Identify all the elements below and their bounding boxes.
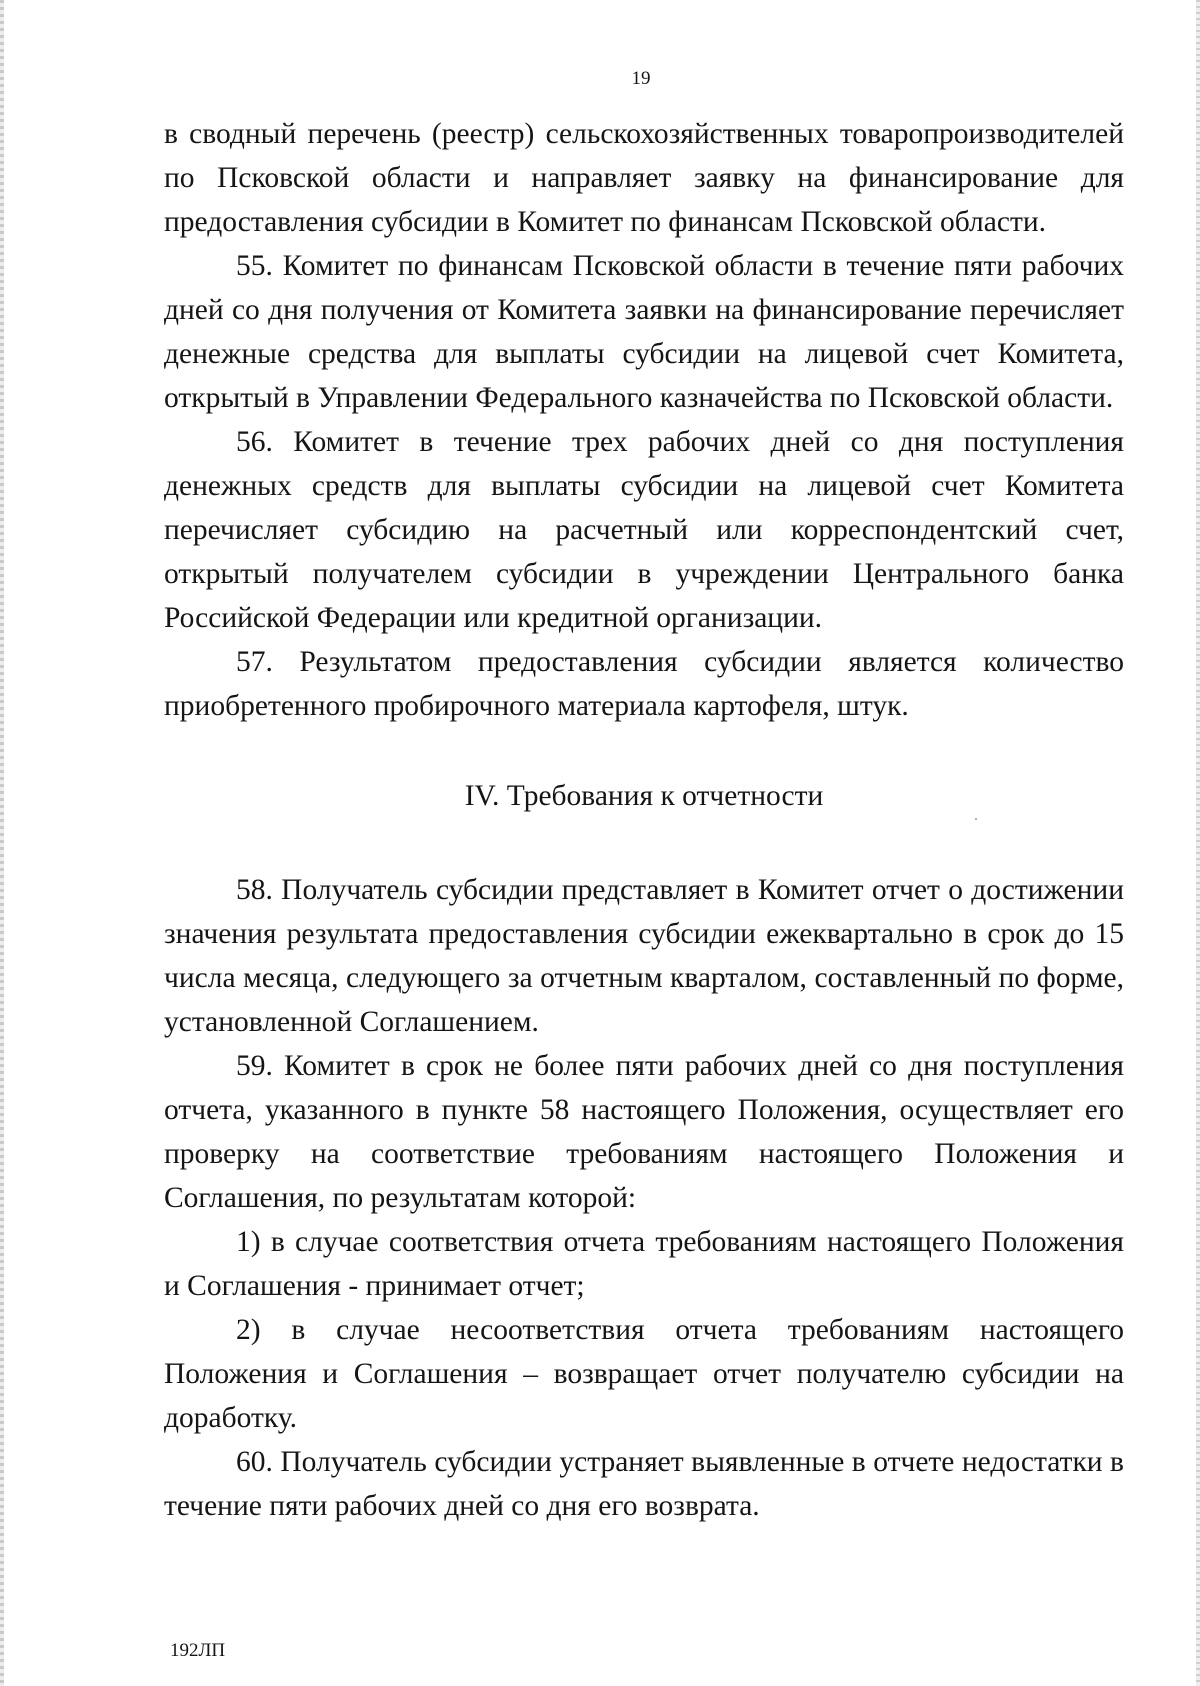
- paragraph-56: 56. Комитет в течение трех рабочих дней со дня поступления денежных средств для выплаты субсидии на лицевой счет Комитета перечисляет субсидию на расчетный или корреспондентский счет, открытый получателем субсидии в учреждении Центрального банка Российской Федерации или кредитной организации.: [164, 426, 1124, 634]
- paragraph-55: 55. Комитет по финансам Псковской области в течение пяти рабочих дней со дня получения от Комитета заявки на финансирование перечисляет денежные средства для выплаты субсидии на лицевой счет Комитета, открытый в Управлении Федерального казначейства по Псковской области.: [164, 250, 1124, 414]
- page-number: 19: [631, 68, 651, 89]
- document-body: [164, 112, 1124, 1528]
- document-code: 192ЛП: [170, 1640, 226, 1661]
- scan-edge-left: [0, 0, 4, 1686]
- list-item-1: 1) в случае соответствия отчета требованиям настоящего Положения и Соглашения - принимает отчет;: [164, 1226, 1124, 1302]
- section-heading: IV. Требования к отчетности: [464, 780, 824, 812]
- paragraph-59: 59. Комитет в срок не более пяти рабочих дней со дня поступления отчета, указанного в пункте 58 настоящего Положения, осуществляет его проверку на соответствие требованиям настоящего Положения и Соглашения, по результатам которой:: [164, 1050, 1124, 1214]
- scan-edge-right: [1196, 0, 1200, 1686]
- paragraph-60: 60. Получатель субсидии устраняет выявленные в отчете недостатки в течение пяти рабочих дней со дня его возврата.: [164, 1446, 1124, 1522]
- paragraph-57: 57. Результатом предоставления субсидии является количество приобретенного пробирочного материала картофеля, штук.: [164, 646, 1124, 722]
- list-item-2: 2) в случае несоответствия отчета требованиям настоящего Положения и Соглашения – возвращает отчет получателю субсидии на доработку.: [164, 1314, 1124, 1434]
- scan-speck: [975, 818, 977, 820]
- lead-paragraph: в сводный перечень (реестр) сельскохозяйственных товаропроизводителей по Псковской области и направляет заявку на финансирование для предоставления субсидии в Комитет по финансам Псковской области.: [164, 118, 1124, 238]
- paragraph-58: 58. Получатель субсидии представляет в Комитет отчет о достижении значения результата предоставления субсидии ежеквартально в срок до 15 числа месяца, следующего за отчетным кварталом, составленный по форме, установленной Соглашением.: [164, 874, 1124, 1038]
